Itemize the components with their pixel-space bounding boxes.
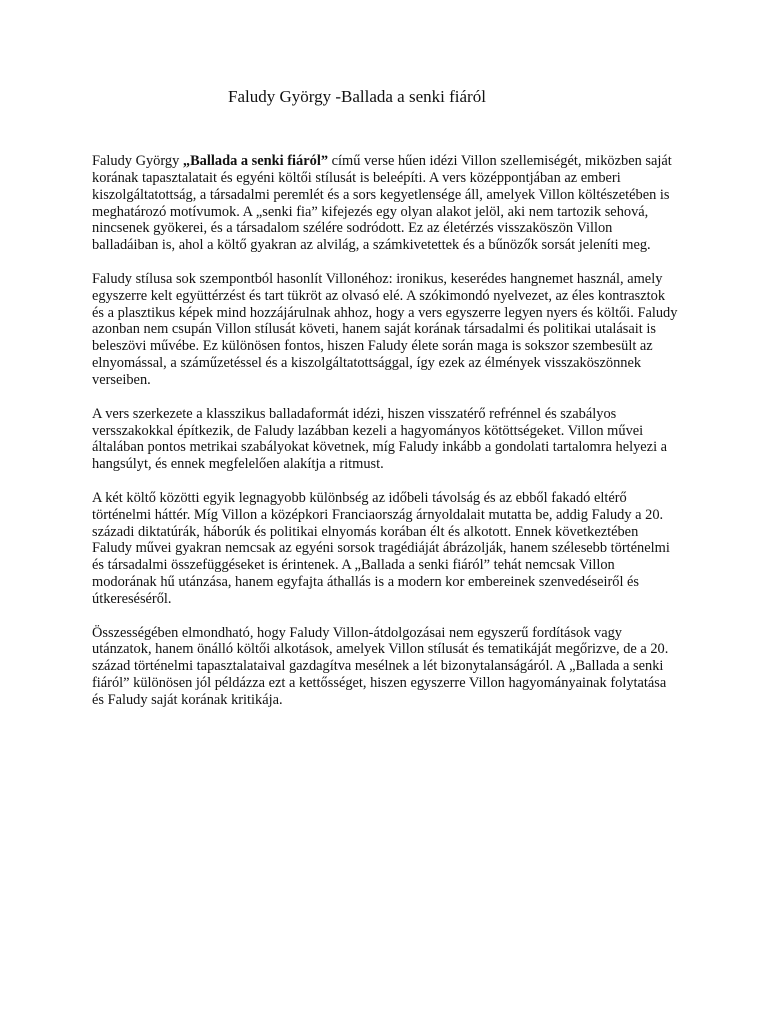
paragraph-1-rest: című verse hűen idézi Villon szellemiségét, miközben saját korának tapasztalatait és egyéni költői stílusát is beleépíti. A vers középpontjában az emberi kiszolgáltatottság, a társadalmi peremlét és a sors kegyetlensége áll, amelyek Villon költészetében is meghatározó motívumok. A „senki fia” kifejezés egy olyan alakot jelöl, aki nem tartozik sehová, nincsenek gyökerei, és a társadalom szélére sodródott. Ez az életérzés visszaköszön Villon balladáiban is, ahol a költő gyakran az alvilág, a számkivetettek és a bűnözők sorsát jeleníti meg.: [92, 153, 672, 254]
document-title: Faludy György -Ballada a senki fiáról: [228, 87, 486, 106]
paragraph-5: Összességében elmondható, hogy Faludy Villon-átdolgozásai nem egyszerű fordítások vagy utánzatok, hanem önálló költői alkotások, amelyek Villon stílusát és tematikáját megőrizve, de a 20. század történelmi tapasztalataival gazdagítva mesélnek a lét bizonytalanságáról. A „Ballada a senki fiáról” különösen jól példázza ezt a kettősséget, hiszen egyszerre Villon hagyományainak folytatása és Faludy saját korának kritikája.: [92, 624, 669, 708]
paragraph-3: A vers szerkezete a klasszikus balladaformát idézi, hiszen visszatérő refrénnel és szabályos versszakokkal építkezik, de Faludy lazábban kezeli a hagyományos kötöttségeket. Villon művei általában pontos metrikai szabályokat követnek, míg Faludy inkább a gondolati tartalomra helyezi a hangsúlyt, és ennek megfelelően alakítja a ritmust.: [92, 405, 668, 473]
document-body: [92, 153, 680, 726]
paragraph-2: Faludy stílusa sok szempontból hasonlít Villonéhoz: ironikus, keserédes hangnemet használ, amely egyszerre kelt együttérzést és tart tükröt az olvasó elé. A szókimondó nyelvezet, az éles kontrasztok és a plasztikus képek mind hozzájárulnak ahhoz, hogy a vers egyszerre legyen nyers és költői. Faludy azonban nem csupán Villon stílusát követi, hanem saját korának társadalmi és politikai utalásait is beleszövi művébe. Ez különösen fontos, hiszen Faludy élete során maga is sokszor szembesült az elnyomással, a száműzetéssel és a kiszolgáltatottsággal, így ezek az élmények visszaköszönnek verseiben.: [92, 270, 678, 388]
paragraph-1: [92, 153, 680, 254]
paragraph-4: A két költő közötti egyik legnagyobb különbség az időbeli távolság és az ebből fakadó eltérő történelmi háttér. Míg Villon a középkori Franciaország árnyoldalait mutatta be, addig Faludy a 20. századi diktatúrák, háborúk és politikai elnyomás korában élt és alkotott. Ennek következtében Faludy művei gyakran nemcsak az egyéni sorsok tragédiáját ábrázolják, hanem szélesebb történelmi és társadalmi összefüggéseket is érintenek. A „Ballada a senki fiáról” tehát nemcsak Villon modorának hű utánzása, hanem egyfajta áthallás is a modern kor embereinek szenvedéseiről és útkereséséről.: [92, 489, 670, 607]
paragraph-1-bold-title: „Ballada a senki fiáról”: [182, 153, 329, 169]
paragraph-1-lead: Faludy György: [92, 153, 183, 169]
